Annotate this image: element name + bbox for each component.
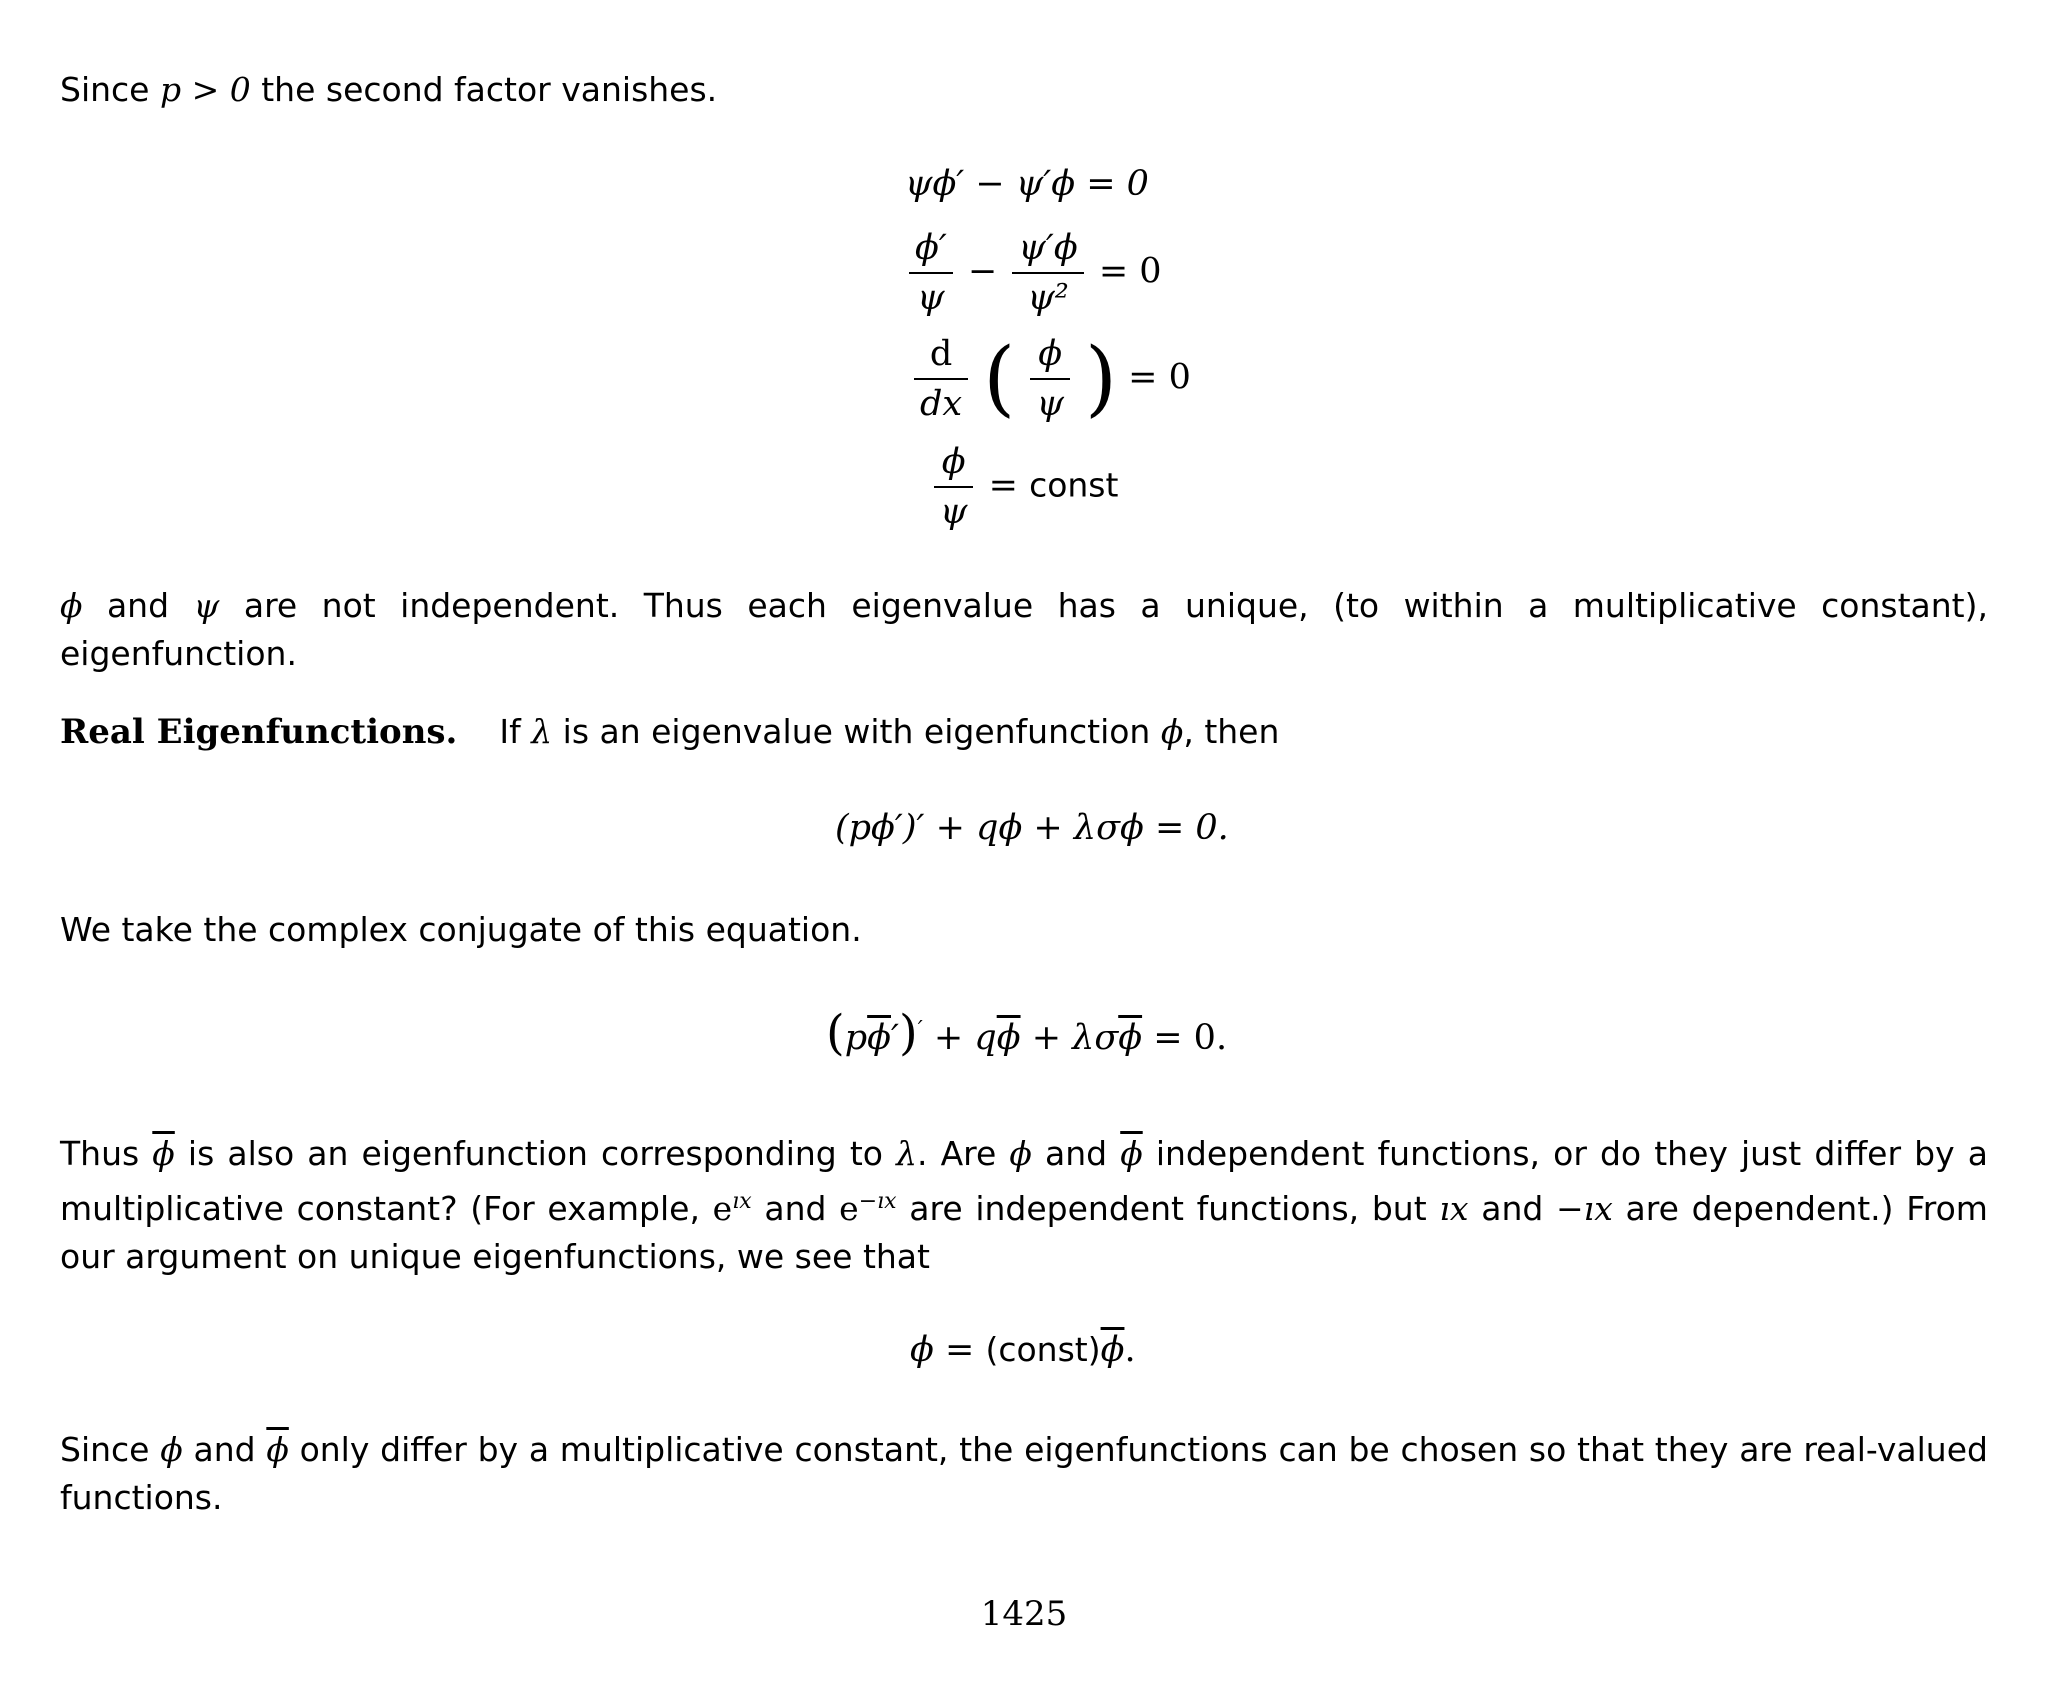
text: the second factor vanishes. <box>261 70 718 109</box>
math-symbol: p <box>844 1018 868 1058</box>
equation-conjugate <box>826 1005 1227 1061</box>
text: If <box>499 712 521 751</box>
equation-line-2 <box>905 226 1162 320</box>
text: are independent functions, but <box>909 1189 1427 1228</box>
text: is also an eigenfunction corresponding to <box>187 1134 883 1173</box>
math-symbol-conjugate: $\overline{\phi}$ <box>1100 1330 1125 1370</box>
text: is an eigenvalue with eigenfunction <box>562 712 1151 751</box>
math-expression: (pϕ′)′ + qϕ + λσϕ = 0. <box>835 808 1229 848</box>
math-expression: + λσ <box>1031 1018 1119 1058</box>
paragraph-dependence <box>60 582 1988 678</box>
paragraph-conclusion <box>60 1426 1988 1522</box>
text: . Are <box>916 1134 997 1173</box>
inline-math: $\overline{\phi}$ <box>266 1430 289 1469</box>
denominator: ψ <box>1036 384 1064 424</box>
text: Since <box>60 1430 150 1469</box>
rhs: = 0 <box>1128 357 1191 398</box>
paragraph-intro <box>60 66 1988 114</box>
rhs: = 0 <box>1098 251 1162 292</box>
inline-math: ϕ <box>160 1430 183 1469</box>
superscript: −ıx <box>858 1189 897 1214</box>
fraction <box>1030 332 1069 426</box>
section-heading: Real Eigenfunctions. <box>60 712 458 752</box>
inline-math: $\overline{\phi}$ <box>152 1134 175 1173</box>
text: and <box>106 586 170 625</box>
math-expression: ϕ = <box>910 1330 975 1370</box>
equation-const <box>910 1330 1136 1370</box>
left-paren: ( <box>826 1005 845 1061</box>
denominator: dx <box>920 384 963 424</box>
text: Since <box>60 70 150 109</box>
text: are dependent.) From our argument on unique eigenfunctions, we see that <box>60 1189 1988 1276</box>
inline-math: −ıx <box>1556 1189 1613 1228</box>
inline-math: λ <box>531 712 553 751</box>
numerator: ϕ <box>1038 334 1063 374</box>
derivative-fraction <box>914 332 968 426</box>
equation-sturm-liouville <box>835 808 1229 848</box>
text: Thus <box>60 1134 140 1173</box>
fraction <box>1012 226 1083 320</box>
const-word: const <box>1029 465 1119 505</box>
denominator: ψ <box>940 492 968 532</box>
text: and <box>193 1430 256 1469</box>
text: , then <box>1183 712 1280 751</box>
denominator: ψ² <box>1027 278 1069 318</box>
text: and <box>764 1189 827 1228</box>
operator: − <box>967 251 998 292</box>
right-paren: ) <box>1085 331 1118 426</box>
left-paren: ( <box>983 331 1016 426</box>
inline-math: ψ <box>193 586 220 625</box>
math-expression: + q <box>933 1018 997 1058</box>
rhs: = 0. <box>1153 1018 1228 1058</box>
math-expression: ψϕ′ − ψ′ϕ = 0 <box>905 164 1149 204</box>
inline-math: ıx <box>1439 1189 1469 1228</box>
numerator: d <box>929 334 953 374</box>
text: We take the complex conjugate of this equation. <box>60 910 862 949</box>
text: independent functions, or do they just differ by a multiplicative constant? (For example, <box>60 1134 1988 1228</box>
equation-line-1 <box>905 164 1149 204</box>
text: and <box>1045 1134 1108 1173</box>
fraction <box>934 440 973 534</box>
inline-math: e <box>839 1189 859 1228</box>
paragraph-conjugate <box>60 906 1988 954</box>
equation-line-4 <box>930 440 1118 534</box>
text: and <box>1481 1189 1544 1228</box>
math-symbol-conjugate: $\overline{\phi}$ <box>996 1018 1021 1058</box>
punctuation: . <box>1124 1330 1136 1370</box>
const-word: (const) <box>985 1330 1101 1369</box>
math-symbol-conjugate: $\overline{\phi}$ <box>867 1018 891 1058</box>
numerator: ϕ′ <box>915 228 947 268</box>
section-real-eigenfunctions <box>60 708 1988 756</box>
numerator: ψ′ϕ <box>1018 228 1078 268</box>
inline-math: ϕ <box>60 586 83 625</box>
inline-math: λ <box>896 1134 917 1173</box>
text: only differ by a multiplicative constant, the eigenfunctions can be chosen so that they are real-valued functions. <box>60 1430 1988 1517</box>
prime: ′ <box>917 1017 923 1043</box>
inline-math: ϕ <box>1009 1134 1032 1173</box>
right-paren: ) <box>898 1005 918 1061</box>
inline-math: e <box>712 1189 733 1228</box>
prime: ′ <box>891 1018 899 1058</box>
numerator: ϕ <box>941 442 966 482</box>
page-number: 1425 <box>980 1594 1068 1634</box>
fraction <box>909 226 953 320</box>
inline-math: $\overline{\phi}$ <box>1120 1134 1143 1173</box>
superscript: ıx <box>732 1189 752 1214</box>
equation-line-3 <box>910 332 1191 426</box>
denominator: ψ <box>917 278 945 318</box>
math-symbol-conjugate: $\overline{\phi}$ <box>1118 1018 1143 1058</box>
operator: = <box>988 465 1018 506</box>
inline-math: p > 0 <box>159 70 251 109</box>
text: are not independent. Thus each eigenvalue has a unique, (to within a multiplicative constant), eigenfunction. <box>60 586 1988 673</box>
inline-math: ϕ <box>1160 712 1184 751</box>
paragraph-independence <box>60 1130 1988 1281</box>
